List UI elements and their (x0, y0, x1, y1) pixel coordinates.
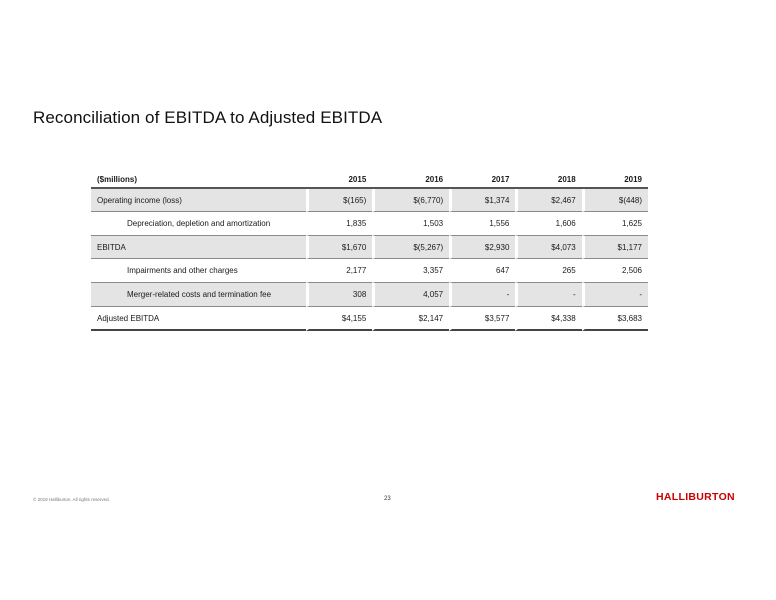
ebitda-reconciliation-table (91, 172, 648, 331)
table-cell: 308 (306, 283, 372, 307)
header-year-2016: 2016 (372, 172, 449, 189)
table-cell: $2,467 (515, 189, 581, 212)
row-label: Impairments and other charges (91, 259, 306, 283)
table-row-operating-income (91, 189, 648, 212)
table-cell: $2,147 (372, 307, 449, 331)
table-cell: $2,930 (449, 236, 515, 259)
table-cell: 1,835 (306, 212, 372, 236)
table-cell: $1,374 (449, 189, 515, 212)
table-cell: $(5,267) (372, 236, 449, 259)
header-year-2019: 2019 (582, 172, 648, 189)
table-cell: 265 (515, 259, 581, 283)
table-cell: 1,606 (515, 212, 581, 236)
table-row-depreciation (91, 212, 648, 236)
row-label: Operating income (loss) (91, 189, 306, 212)
halliburton-logo: HALLIBURTON (656, 491, 735, 503)
row-label: Merger-related costs and termination fee (91, 283, 306, 307)
row-label: Adjusted EBITDA (91, 307, 306, 331)
table-cell: 4,057 (372, 283, 449, 307)
table-row-adjusted-ebitda (91, 307, 648, 331)
table-cell: $(6,770) (372, 189, 449, 212)
page-title: Reconciliation of EBITDA to Adjusted EBITDA (33, 108, 383, 127)
table-cell: 3,357 (372, 259, 449, 283)
row-label: Depreciation, depletion and amortization (91, 212, 306, 236)
table-cell: $(165) (306, 189, 372, 212)
page-number: 23 (384, 496, 391, 502)
table-cell: - (449, 283, 515, 307)
table-cell: $4,155 (306, 307, 372, 331)
row-label: EBITDA (91, 236, 306, 259)
footer-copyright: © 2019 Halliburton. All rights reserved. (33, 497, 110, 502)
table-row-ebitda (91, 236, 648, 259)
table-cell: - (515, 283, 581, 307)
table-cell: 1,556 (449, 212, 515, 236)
table-cell: $4,338 (515, 307, 581, 331)
table-cell: 647 (449, 259, 515, 283)
table-header-row (91, 172, 648, 189)
table-row-impairments (91, 259, 648, 283)
table-cell: 2,506 (582, 259, 648, 283)
table-cell: 1,625 (582, 212, 648, 236)
header-year-2018: 2018 (515, 172, 581, 189)
header-year-2015: 2015 (306, 172, 372, 189)
table-cell: $(448) (582, 189, 648, 212)
table-cell: - (582, 283, 648, 307)
table-cell: $1,177 (582, 236, 648, 259)
table-cell: $4,073 (515, 236, 581, 259)
table-cell: $3,577 (449, 307, 515, 331)
table-cell: 2,177 (306, 259, 372, 283)
table-cell: 1,503 (372, 212, 449, 236)
table-cell: $3,683 (582, 307, 648, 331)
table-row-merger-costs (91, 283, 648, 307)
header-units-label: ($millions) (91, 172, 306, 189)
header-year-2017: 2017 (449, 172, 515, 189)
table-cell: $1,670 (306, 236, 372, 259)
